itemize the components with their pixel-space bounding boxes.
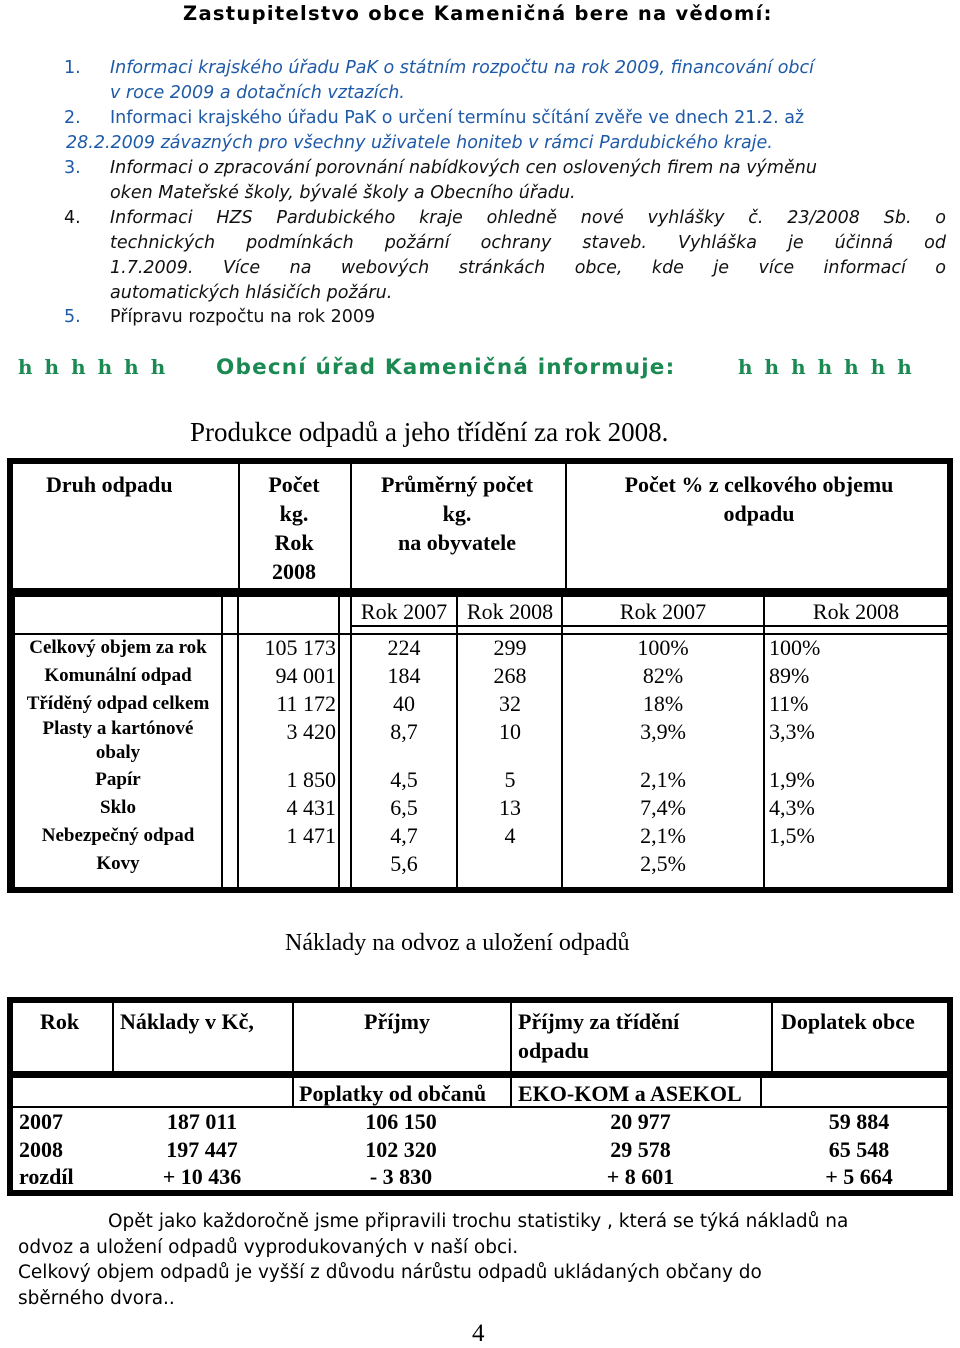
banner-title: Obecní úřad Kameničná informuje: — [216, 355, 676, 380]
subheader-avg-2008: Rok 2008 — [466, 599, 554, 624]
page-number: 4 — [472, 1320, 485, 1347]
col-divider — [292, 1001, 294, 1073]
closing-paragraph — [18, 1209, 953, 1311]
header-divider — [7, 1071, 953, 1078]
header-year: Rok — [40, 1009, 80, 1034]
cost-table-caption: Náklady na odvoz a uložení odpadů — [285, 930, 630, 956]
header-sorting: Příjmy za třídění odpadu — [518, 1009, 680, 1063]
col-divider — [771, 1001, 773, 1073]
item-line: automatických hlásičích požáru. — [110, 283, 393, 303]
notice-item-4 — [64, 206, 946, 306]
notice-item-1 — [64, 56, 950, 106]
notice-item-3 — [64, 156, 950, 206]
paragraph-line: Opět jako každoročně jsme připravili trochu statistiky , která se týká nákladů na — [108, 1211, 849, 1232]
waste-table-caption: Produkce odpadů a jeho třídění za rok 2008. — [190, 417, 669, 447]
subheader-ekokom: EKO-KOM a ASEKOL — [518, 1081, 742, 1106]
header-average: Průměrný počet kg. na obyvatele — [380, 472, 534, 555]
header-surcharge: Doplatek obce — [781, 1009, 915, 1034]
notice-heading: Zastupitelstvo obce Kameničná bere na vědomí: — [183, 2, 773, 25]
ornament-right: hhhhhhh — [738, 355, 924, 379]
item-number: 2. — [64, 108, 81, 128]
header-divider — [7, 588, 953, 597]
header-type: Druh odpadu — [46, 472, 173, 497]
item-line: Informaci o zpracování porovnání nabídkových cen oslovených firem na výměnu — [110, 158, 817, 178]
header-percent: Počet % z celkového objemu odpadu — [624, 472, 894, 526]
announcement-banner — [18, 355, 924, 385]
item-line: v roce 2009 a dotačních vztazích. — [110, 83, 405, 103]
subheader-pct-2008: Rok 2008 — [812, 599, 900, 624]
paragraph-line: sběrného dvora.. — [18, 1287, 175, 1309]
item-number: 4. — [64, 208, 81, 228]
item-line: oken Mateřské školy, bývalé školy a Obecního úřadu. — [110, 183, 576, 203]
col-divider — [292, 1078, 294, 1108]
notice-item-5 — [64, 305, 950, 330]
item-line: Informaci HZS Pardubického kraje ohledně nové vyhlášky č. 23/2008 Sb. o — [110, 208, 946, 228]
document-page: Zastupitelstvo obce Kameničná bere na vědomí: 1. Informaci krajského úřadu PaK o státním rozpočtu na rok 2009, financování obcí v roce 2009 a dotačních vztazích. 2. Informaci krajského úřadu PaK o určení termínu sčítání zvěře ve dnech 21.2. až 28.2.2009 závazných pro všechny uživatele honiteb v rámci Pardubického kraje. 3. Informaci o zpracování porovnání nabídkových cen oslovených firem na výměnu oken Mateřské školy, bývalé školy a Obecního úřadu. 4. Informaci HZS Pardubického kraje ohledně nové vyhlášky č. 23/2008 Sb. o technických podmínkách požární ochrany staveb. Vyhláška je účinná od 1.7.2009. Více na webových stránkách obce, kde je více informací o automatických hlásičích požáru. 5. Přípravu rozpočtu na rok 2009 hhhhhh Obecní úřad Kameničná informuje: hhhhhhh Produkce odpadů a jeho třídění za rok 2008. Druh odpadu Počet kg. Rok 2008 Průměrný počet kg. na obyvatele Počet % z celkového objemu odpadu Rok 2007 Rok 2008 Rok 2007 Rok 2008 Celkový objem za rok 105 173 224 299 100% 100% Komunální odpad 94 001 184 268 82% 89% Tříděný odpad celkem 11 172 40 32 18% 11% Plasty a kartónové obaly 3 420 8,7 10 3,9% 3,3% Papír 1 850 4,5 5 2,1% 1,9% Sklo 4 431 6,5 13 7,4% 4,3% Nebezpečný odpad 1 471 4,7 4 2,1% 1,5% Kovy 5,6 2,5% Náklady na odvoz a uložení odpadů Rok Náklady v Kč, Příjmy Příjmy za třídění odpadu Doplatek obce Poplatky od občanů EKO-KOM a ASEKOL 2007 187 011 106 150 20 977 59 884 2008 197 447 102 320 29 578 65 548 rozdíl + 10 436 - 3 830 + 8 601 + 5 664 Opět jako každoročně jsme připravili trochu statistiky , která se týká nákladů na odvoz a uložení odpadů vyprodukovaných v naší obci. Celkový objem odpadů je vyšší z důvodu nárůstu odpadů ukládaných občany do sběrného dvora.. 4 — [0, 0, 960, 1347]
subheader-pct-2007: Rok 2007 — [619, 599, 707, 624]
col-divider — [510, 1078, 512, 1108]
header-income: Příjmy — [364, 1009, 430, 1034]
col-divider — [510, 1001, 512, 1073]
item-line: Informaci krajského úřadu PaK o určení termínu sčítání zvěře ve dnech 21.2. až — [110, 108, 805, 128]
item-line: 1.7.2009. Více na webových stránkách obce, kde je více informací o — [110, 258, 946, 278]
col-divider — [221, 597, 223, 887]
ornament-left: hhhhhh — [18, 355, 178, 379]
notice-item-2 — [64, 106, 950, 156]
col-divider — [760, 1078, 762, 1108]
subheader-avg-2007: Rok 2007 — [360, 599, 448, 624]
col-divider — [763, 597, 765, 887]
paragraph-line: odvoz a uložení odpadů vyprodukovaných v naší obci. — [18, 1236, 519, 1258]
header-cost: Náklady v Kč, — [120, 1009, 254, 1034]
item-number: 3. — [64, 158, 81, 178]
item-number: 1. — [64, 58, 81, 78]
header-amount: Počet kg. Rok 2008 — [268, 472, 320, 584]
item-number: 5. — [64, 307, 81, 327]
item-line: Informaci krajského úřadu PaK o státním rozpočtu na rok 2009, financování obcí — [110, 58, 815, 78]
col-divider — [112, 1001, 114, 1073]
item-line: 28.2.2009 závazných pro všechny uživatele honiteb v rámci Pardubického kraje. — [66, 133, 773, 153]
col-divider — [338, 597, 340, 887]
subheader-fees: Poplatky od občanů — [299, 1081, 487, 1106]
item-line: technických podmínkách požární ochrany staveb. Vyhláška je účinná od — [110, 233, 946, 253]
paragraph-line: Celkový objem odpadů je vyšší z důvodu nárůstu odpadů ukládaných občany do — [18, 1262, 762, 1283]
item-line: Přípravu rozpočtu na rok 2009 — [110, 307, 376, 327]
